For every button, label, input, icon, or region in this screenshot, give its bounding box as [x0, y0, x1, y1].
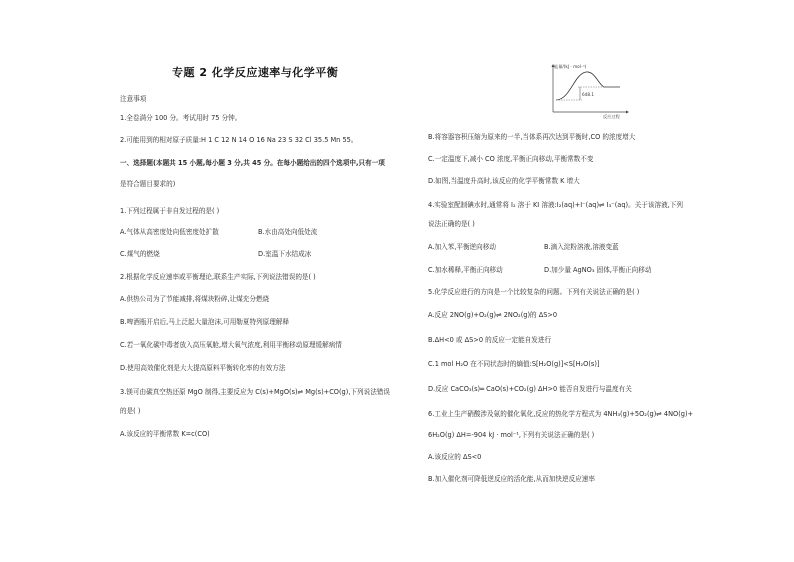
q3-stem: 3.镁可由碳真空热还原 MgO 制得,主要反应为 C(s)+MgO(s)⇌ Mg(s)+CO(g),下列说法错误 — [120, 388, 390, 396]
q4-stem-cont: 说法正确的是( ) — [428, 220, 475, 228]
notice-line-2: 2.可能用到的相对原子质量:H 1 C 12 N 14 O 16 Na 23 S 32 Cl 35.5 Mn 55。 — [120, 136, 358, 144]
q2-stem: 2.根据化学反应速率或平衡理论,联系生产实际,下列说法错误的是( ) — [120, 273, 316, 281]
q4-option-d: D.加少量 AgNO₃ 固体,平衡正向移动 — [544, 266, 652, 274]
q3-option-a: A.该反应的平衡常数 K=c(CO) — [120, 430, 210, 438]
notice-heading: 注意事项 — [120, 95, 147, 103]
section-heading: 一、选择题(本题共 15 小题,每小题 3 分,共 45 分。在每小题给出的四个选项中,只有一项 — [120, 159, 385, 167]
q3-option-c: C.一定温度下,减小 CO 浓度,平衡正向移动,平衡常数不变 — [428, 155, 594, 163]
x-axis-arrow-icon — [626, 111, 629, 114]
q1-option-c: C.煤气的燃烧 — [120, 250, 160, 258]
q3-option-b: B.将容器容积压缩为原来的一半,当体系再次达到平衡时,CO 的浓度增大 — [428, 133, 636, 141]
q4-option-b: B.滴入淀粉溶液,溶液变蓝 — [544, 243, 619, 251]
energy-diagram — [548, 62, 632, 119]
q2-option-c: C.若一氧化碳中毒者放入高压氧舱,增大氧气浓度,利用平衡移动原理缓解病情 — [120, 341, 342, 349]
q4-option-a: A.加入苯,平衡逆向移动 — [428, 243, 496, 251]
graph-y-label: 能量/(kJ · mol⁻¹) — [554, 64, 587, 69]
graph-x-label: 反应过程 — [603, 114, 620, 119]
q3-stem-cont: 的是( ) — [120, 407, 141, 415]
section-heading-cont: 是符合题目要求的) — [120, 180, 176, 188]
q3-option-d: D.如图,当温度升高时,该反应的化学平衡常数 K 增大 — [428, 177, 580, 185]
q2-option-b: B.啤酒瓶开启后,马上泛起大量泡沫,可用勒夏特列原理解释 — [120, 318, 290, 326]
q2-option-a: A.供热公司为了节能减排,将煤块粉碎,让煤充分燃烧 — [120, 295, 270, 303]
delta-h-value: 648.1 — [582, 92, 594, 97]
notice-line-1: 1.全卷满分 100 分。考试用时 75 分钟。 — [120, 114, 242, 122]
q4-option-c: C.加水稀释,平衡正向移动 — [428, 266, 503, 274]
q5-option-d: D.反应 CaCO₃(s)═ CaO(s)+CO₂(g) ΔH>0 能否自发进行与温度有关 — [428, 385, 632, 393]
q6-option-a: A.该反应的 ΔS<0 — [428, 453, 482, 461]
q1-option-a: A.气体从高密度处向低密度处扩散 — [120, 228, 219, 236]
q5-option-b: B.ΔH<0 或 ΔS>0 的反应一定能自发进行 — [428, 336, 552, 344]
q1-stem: 1.下列过程属于非自发过程的是( ) — [120, 207, 220, 215]
q1-option-d: D.室温下水结成冰 — [258, 250, 312, 258]
q5-option-a: A.反应 2NO(g)+O₂(g)⇌ 2NO₂(g)的 ΔS>0 — [428, 311, 558, 319]
q5-stem: 5.化学反应进行的方向是一个比较复杂的问题。下列有关说法正确的是( ) — [428, 288, 640, 296]
page-title: 专题 2 化学反应速率与化学平衡 — [172, 66, 339, 79]
q1-option-b: B.水由高处向低处流 — [258, 228, 318, 236]
q2-option-d: D.使用高效催化剂是大大提高原料平衡转化率的有效方法 — [120, 364, 286, 372]
q4-stem: 4.实验室配制碘水时,通常将 I₂ 溶于 KI 溶液:I₂(aq)+I⁻(aq)⇌ I₃⁻(aq)。关于该溶液,下列 — [428, 201, 683, 209]
q6-stem-cont: 6H₂O(g) ΔH=-904 kJ · mol⁻¹,下列有关说法正确的是( ) — [428, 431, 595, 439]
q6-stem: 6.工业上生产硝酸涉及氨的催化氧化,反应的热化学方程式为 4NH₃(g)+5O₂(g)⇌ 4NO(g)+ — [428, 410, 694, 418]
q6-option-b: B.加入催化剂可降低逆反应的活化能,从而加快逆反应速率 — [428, 475, 595, 483]
q5-option-c: C.1 mol H₂O 在不同状态时的熵值:S[H₂O(g)]<S[H₂O(s)] — [428, 360, 600, 368]
